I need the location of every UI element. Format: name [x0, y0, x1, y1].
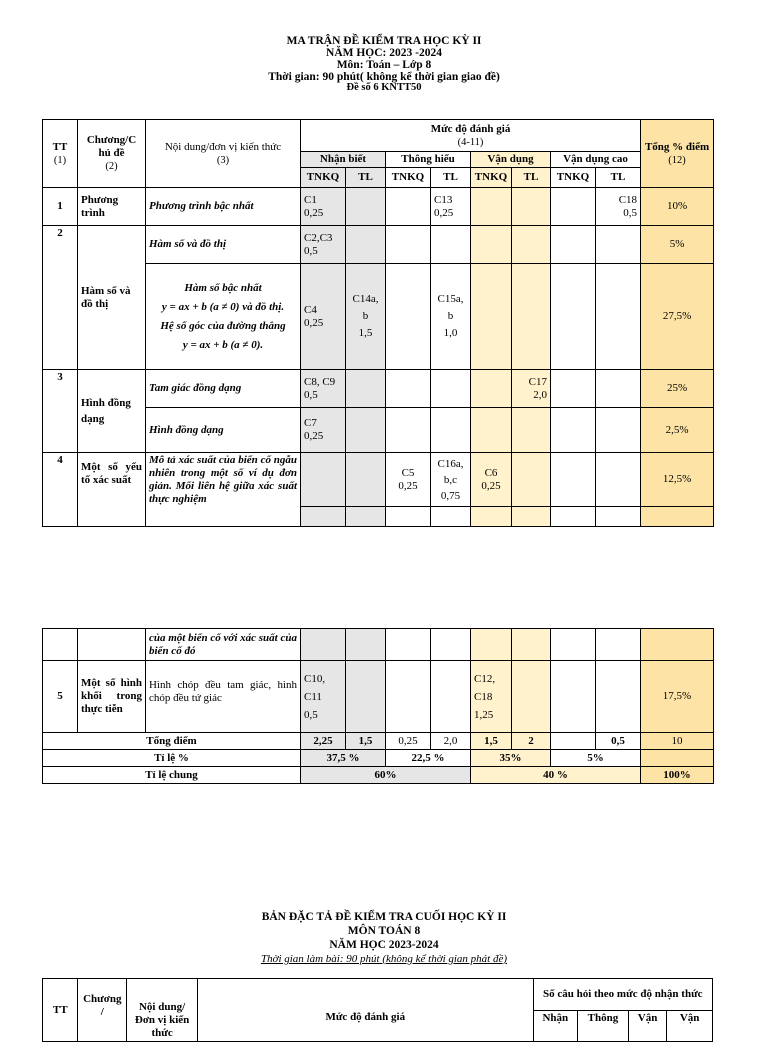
table-row: [43, 188, 714, 226]
cell: [596, 453, 641, 507]
header-assessment-level: Mức độ đánh giá (4-11): [301, 120, 641, 152]
cell: [512, 226, 551, 264]
row-chapter: Phương trình: [78, 188, 146, 226]
overall-ratio-row: [43, 767, 714, 784]
cell: [596, 507, 641, 527]
cell: [386, 507, 431, 527]
cell: [471, 629, 512, 661]
total-score-label: Tổng điểm: [43, 733, 301, 750]
table-row: [43, 629, 714, 661]
row-chapter: Một số yếu tố xác suất: [78, 453, 146, 527]
cell: [346, 226, 386, 264]
sub-header: TL: [346, 168, 386, 188]
cell: [512, 408, 551, 453]
cell: [346, 629, 386, 661]
spec-table: [42, 978, 713, 1042]
total-score-row: [43, 733, 714, 750]
matrix-header: [0, 35, 768, 93]
cell: C10, C11 0,5: [301, 661, 346, 733]
row-chapter: Hàm số và đồ thị: [78, 226, 146, 370]
sub-header: TNKQ: [551, 168, 596, 188]
cell: C12, C18 1,25: [471, 661, 512, 733]
spec-time: Thời gian làm bài: 90 phút (không kể thời gian phát đề): [260, 953, 508, 965]
cell: C14a, b 1,5: [346, 264, 386, 370]
total-cell: 1,5: [346, 733, 386, 750]
cell: [431, 507, 471, 527]
spec-year: NĂM HỌC 2023-2024: [329, 939, 439, 951]
cell: [551, 408, 596, 453]
cell: [596, 661, 641, 733]
matrix-table: [42, 119, 714, 527]
row-total: 12,5%: [641, 453, 714, 507]
row-total: 25%: [641, 370, 714, 408]
cell: C16a, b,c 0,75: [431, 453, 471, 507]
cell: [431, 408, 471, 453]
row-tt: 4: [43, 453, 78, 527]
spec-subject: MÔN TOÁN 8: [347, 925, 421, 937]
cell: [471, 188, 512, 226]
ratio-total: [641, 750, 714, 767]
header-content: Nội dung/đơn vị kiến thức (3): [146, 120, 301, 188]
cell: [346, 370, 386, 408]
cell: [471, 370, 512, 408]
sub-header: TNKQ: [301, 168, 346, 188]
cell: C13 0,25: [431, 188, 471, 226]
spec-level: Vận: [667, 1010, 713, 1042]
table-row: [43, 453, 714, 507]
row-total: 10%: [641, 188, 714, 226]
total-cell: 1,5: [471, 733, 512, 750]
row-content: Phương trình bậc nhất: [146, 188, 301, 226]
row-tt: 2: [43, 226, 78, 370]
spec-header-chapter: Chương /: [78, 979, 127, 1042]
cell: [431, 629, 471, 661]
cell: [512, 629, 551, 661]
cell: [386, 226, 431, 264]
cell: C8, C9 0,5: [301, 370, 346, 408]
matrix-table-continued: [42, 628, 714, 784]
spec-header-tt: TT: [43, 979, 78, 1042]
header-chapter: Chương/C hủ đề (2): [78, 120, 146, 188]
total-cell: 0,25: [386, 733, 431, 750]
cell: [386, 408, 431, 453]
exam-code: Đề số 6 KNTT50: [346, 82, 422, 93]
cell: C7 0,25: [301, 408, 346, 453]
total-cell: 0,5: [596, 733, 641, 750]
spec-header-question-count: Số câu hỏi theo mức độ nhận thức: [533, 979, 712, 1011]
level-understanding: Thông hiểu: [386, 152, 471, 168]
row-tt: 1: [43, 188, 78, 226]
cell: C2,C3 0,5: [301, 226, 346, 264]
row-total: 17,5%: [641, 661, 714, 733]
cell: [346, 507, 386, 527]
sub-header: TL: [512, 168, 551, 188]
spec-level: Nhận: [533, 1010, 578, 1042]
row-content: Hàm số và đồ thị: [146, 226, 301, 264]
total-cell: 2: [512, 733, 551, 750]
table-row: [43, 661, 714, 733]
row-tt: 5: [43, 661, 78, 733]
overall-ratio-cell: 60%: [301, 767, 471, 784]
cell: [301, 453, 346, 507]
cell: [471, 264, 512, 370]
overall-ratio-cell: 40 %: [471, 767, 641, 784]
cell: C1 0,25: [301, 188, 346, 226]
cell: C4 0,25: [301, 264, 346, 370]
row-tt: 3: [43, 370, 78, 453]
header-total: Tổng % điểm (12): [641, 120, 714, 188]
cell: [386, 370, 431, 408]
ratio-cell: 22,5 %: [386, 750, 471, 767]
cell: [471, 507, 512, 527]
cell: [346, 661, 386, 733]
cell: [431, 370, 471, 408]
subject-line: Môn: Toán – Lớp 8: [336, 59, 432, 71]
overall-ratio-total: 100%: [641, 767, 714, 784]
cell: [386, 629, 431, 661]
cell: [551, 370, 596, 408]
ratio-label: Tỉ lệ %: [43, 750, 301, 767]
spec-header: [0, 910, 768, 966]
ratio-cell: 35%: [471, 750, 551, 767]
row-chapter: Hình đồng dạng: [78, 370, 146, 453]
cell: [641, 629, 714, 661]
row-content: Hàm số bậc nhất y = ax + b (a ≠ 0) và đồ thị. Hệ số góc của đường thẳng y = ax + b (a ≠ 0).: [146, 264, 301, 370]
cell: C15a, b 1,0: [431, 264, 471, 370]
spec-header-assessment: Mức độ đánh giá: [198, 979, 533, 1042]
cell: [596, 370, 641, 408]
spec-header-content: Nội dung/Đơn vị kiến thức: [127, 979, 198, 1042]
spec-title: BẢN ĐẶC TẢ ĐỀ KIỂM TRA CUỐI HỌC KỲ II: [261, 911, 507, 923]
total-cell: 2,0: [431, 733, 471, 750]
row-content: Mô tả xác suất của biến cố ngẫu nhiên trong một số ví dụ đơn giản. Mối liên hệ giữa xác suất thực nghiệm: [146, 453, 301, 527]
total-score-value: 10: [641, 733, 714, 750]
cell: [551, 226, 596, 264]
cell: C6 0,25: [471, 453, 512, 507]
row-total: 27,5%: [641, 264, 714, 370]
cell: [512, 453, 551, 507]
row-total: 2,5%: [641, 408, 714, 453]
school-year: NĂM HỌC: 2023 -2024: [326, 47, 442, 59]
cell: [43, 629, 78, 661]
cell: [551, 507, 596, 527]
overall-ratio-label: Tỉ lệ chung: [43, 767, 301, 784]
cell: [512, 507, 551, 527]
cell: [551, 453, 596, 507]
time-line: Thời gian: 90 phút( không kể thời gian giao đề): [268, 71, 500, 83]
cell: [551, 661, 596, 733]
row-content: Hình đồng dạng: [146, 408, 301, 453]
header-tt: TT (1): [43, 120, 78, 188]
cell: C18 0,5: [596, 188, 641, 226]
cell: [346, 408, 386, 453]
cell: [346, 453, 386, 507]
cell: [346, 188, 386, 226]
cell: [386, 264, 431, 370]
cell: [551, 629, 596, 661]
cell: [386, 188, 431, 226]
cell: [512, 264, 551, 370]
cell: [596, 264, 641, 370]
row-content: Tam giác đồng dạng: [146, 370, 301, 408]
ratio-cell: 37,5 %: [301, 750, 386, 767]
cell: [641, 507, 714, 527]
cell: [551, 188, 596, 226]
cell: [431, 661, 471, 733]
table-row: [43, 370, 714, 408]
row-content: của một biến cố với xác suất của biến cố đó: [146, 629, 301, 661]
sub-header: TNKQ: [386, 168, 431, 188]
sub-header: TNKQ: [471, 168, 512, 188]
sub-header: TL: [431, 168, 471, 188]
total-cell: [551, 733, 596, 750]
cell: [596, 408, 641, 453]
cell: [512, 661, 551, 733]
cell: [551, 264, 596, 370]
sub-header: TL: [596, 168, 641, 188]
level-recognition: Nhận biết: [301, 152, 386, 168]
cell: [471, 226, 512, 264]
level-application: Vận dụng: [471, 152, 551, 168]
spec-level: Thông: [578, 1010, 629, 1042]
cell: [596, 226, 641, 264]
cell: [471, 408, 512, 453]
cell: [386, 661, 431, 733]
ratio-cell: 5%: [551, 750, 641, 767]
total-cell: 2,25: [301, 733, 346, 750]
row-total: 5%: [641, 226, 714, 264]
level-high-application: Vận dụng cao: [551, 152, 641, 168]
matrix-title: MA TRẬN ĐỀ KIỂM TRA HỌC KỲ II: [286, 35, 482, 47]
cell: [301, 507, 346, 527]
row-content: Hình chóp đều tam giác, hình chóp đều tứ giác: [146, 661, 301, 733]
cell: [596, 629, 641, 661]
spec-level: Vận: [628, 1010, 667, 1042]
table-row: [43, 226, 714, 264]
row-chapter: Một số hình khối trong thực tiễn: [78, 661, 146, 733]
cell: C17 2,0: [512, 370, 551, 408]
cell: C5 0,25: [386, 453, 431, 507]
cell: [301, 629, 346, 661]
ratio-row: [43, 750, 714, 767]
cell: [512, 188, 551, 226]
cell: [78, 629, 146, 661]
cell: [431, 226, 471, 264]
